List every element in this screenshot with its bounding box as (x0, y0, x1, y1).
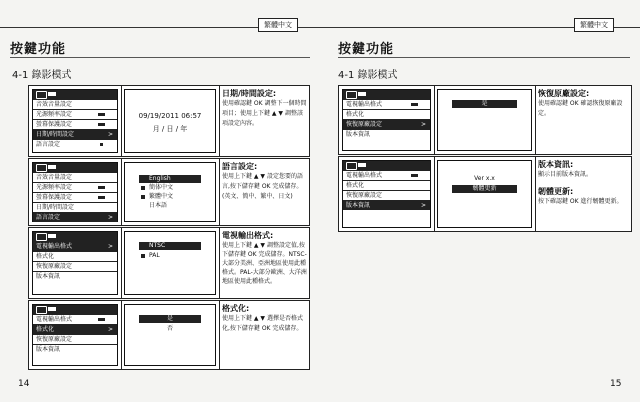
section-subtitle: 4-1 錄影模式 (12, 70, 72, 81)
screen-cell (121, 301, 220, 369)
date-format: 月 / 日 / 年 (152, 125, 188, 133)
menu-item-tv-output: 電視輸出格式 > (33, 241, 117, 251)
screen-cell (121, 159, 220, 225)
description (222, 88, 307, 129)
chevron-right-icon: > (107, 243, 113, 250)
page-number: 15 (610, 379, 622, 389)
option-pal: PAL (139, 252, 201, 260)
menu-item-language: 語言設定 > (33, 212, 117, 222)
camera-icon (36, 233, 47, 241)
value-icon (411, 103, 418, 106)
row-datetime (28, 85, 310, 157)
menu-cell (29, 301, 122, 369)
menu-item-frequency: 光源頻率設定 (33, 109, 117, 119)
menu-header (33, 305, 117, 314)
chevron-right-icon: > (107, 131, 113, 138)
flag-icon (141, 254, 145, 258)
camera-icon (346, 162, 357, 170)
menu-item-version: 版本資訊 (33, 271, 117, 281)
menu-header (33, 232, 117, 241)
row-version (338, 156, 632, 232)
option-traditional: 繁體中文 (139, 193, 201, 201)
menu-header (343, 161, 430, 170)
desc-text: 使用確認鍵 OK 確認恢復原廠設定。 (538, 100, 623, 117)
row-format (28, 300, 310, 370)
mode-icon (48, 307, 56, 311)
menu-item-volume: 音效音量設定 (33, 99, 117, 109)
chevron-right-icon: > (107, 214, 113, 221)
menu-item-reset: 恢復原廠設定 > (343, 119, 430, 129)
desc-heading: 電視輸出格式: (222, 231, 274, 240)
page-title: 按鍵功能 (338, 42, 395, 57)
value-icon (411, 174, 418, 177)
menu-header (33, 90, 117, 99)
right-page (320, 0, 640, 402)
option-simplified: 簡体中文 (139, 184, 201, 192)
screen-cell (121, 228, 220, 298)
option-firmware-update: 韌體更新 (452, 185, 517, 193)
desc-cell (219, 301, 309, 369)
title-rule (10, 57, 310, 58)
menu-item-datetime: 日期/時間設定 > (33, 129, 117, 139)
settings-menu (342, 160, 431, 228)
description (222, 303, 307, 334)
menu-item-version: 版本資訊 > (343, 200, 430, 210)
desc-text-2: 按下確認鍵 OK 進行韌體更新。 (538, 198, 623, 205)
mode-icon (358, 163, 366, 167)
desc-heading: 版本資訊: (538, 160, 574, 169)
page-number: 14 (18, 379, 30, 389)
menu-header (343, 90, 430, 99)
menu-header (33, 163, 117, 172)
mode-icon (48, 92, 56, 96)
menu-item-screensaver: 螢幕保護設定 (33, 192, 117, 202)
menu-item-version: 版本資訊 (33, 344, 117, 354)
menu-item-format: 格式化 (33, 251, 117, 261)
menu-cell (29, 159, 122, 225)
flag-icon (141, 195, 145, 199)
menu-item-reset: 恢復原廠設定 (33, 334, 117, 344)
menu-item-language: 語言設定 (33, 139, 117, 149)
value-icon (98, 113, 105, 116)
version-value: Ver x.x (474, 175, 495, 182)
menu-item-reset: 恢復原廠設定 (343, 190, 430, 200)
language-tab: 繁體中文 (574, 18, 614, 32)
description (538, 159, 629, 207)
menu-item-tv-output: 電視輸出格式 (343, 170, 430, 180)
menu-item-format: 格式化 (343, 109, 430, 119)
description (222, 161, 307, 202)
menu-cell (29, 86, 122, 156)
version-screen (437, 160, 532, 228)
desc-cell (219, 86, 309, 156)
desc-heading-2: 韌體更新: (538, 187, 574, 196)
desc-cell (219, 228, 309, 298)
chevron-right-icon: > (420, 202, 426, 209)
desc-heading: 恢復原廠設定: (538, 89, 590, 98)
menu-item-screensaver: 螢幕保護設定 (33, 119, 117, 129)
datetime-screen (124, 89, 216, 153)
camera-icon (36, 306, 47, 314)
format-screen (124, 304, 216, 366)
option-english: English (139, 175, 201, 183)
desc-cell (219, 159, 309, 225)
screen-cell (434, 157, 536, 231)
value-icon (98, 196, 105, 199)
menu-item-format: 格式化 (343, 180, 430, 190)
mode-icon (48, 165, 56, 169)
chevron-right-icon: > (420, 121, 426, 128)
option-ntsc: NTSC (139, 242, 201, 250)
settings-menu (32, 231, 118, 295)
chevron-right-icon: > (107, 326, 113, 333)
description (222, 230, 307, 286)
language-tab: 繁體中文 (258, 18, 298, 32)
option-yes: 是 (139, 315, 201, 323)
desc-cell (535, 86, 631, 154)
settings-menu (342, 89, 431, 151)
option-japanese: 日本語 (149, 202, 168, 209)
row-tv-output (28, 227, 310, 299)
desc-cell (535, 157, 631, 231)
section-subtitle: 4-1 錄影模式 (338, 70, 398, 81)
date-value: 09/19/2011 06:57 (138, 112, 202, 120)
settings-menu (32, 304, 118, 366)
desc-heading: 日期/時間設定: (222, 89, 277, 98)
menu-item-reset: 恢復原廠設定 (33, 261, 117, 271)
mode-icon (48, 234, 56, 238)
value-icon (98, 123, 105, 126)
desc-heading: 語言設定: (222, 162, 258, 171)
settings-menu (32, 162, 118, 222)
flag-icon (141, 186, 145, 190)
screen-cell (434, 86, 536, 154)
menu-item-frequency: 光源頻率設定 (33, 182, 117, 192)
menu-cell (339, 86, 435, 154)
row-language (28, 158, 310, 226)
menu-item-format: 格式化 > (33, 324, 117, 334)
desc-text: 使用上下鍵 ▲ ▼ 設定您要的語言,按下儲存鍵 OK 完成儲存。(英文、簡中、繁中、日文) (222, 173, 303, 200)
language-screen (124, 162, 216, 222)
menu-item-datetime: 日期/時間設定 (33, 202, 117, 212)
menu-item-tv-output: 電視輸出格式 (33, 314, 117, 324)
value-icon (98, 186, 105, 189)
menu-cell (29, 228, 122, 298)
menu-cell (339, 157, 435, 231)
desc-heading: 格式化: (222, 304, 250, 313)
desc-text: 使用確認鍵 OK 調整下一個時間項目；使用上下鍵 ▲ ▼ 調整該項設定內容。 (222, 100, 307, 127)
title-rule (338, 57, 630, 58)
desc-text: 使用上下鍵 ▲ ▼ 調整設定值,按下儲存鍵 OK 完成儲存。NTSC-大部分美洲、亞洲地區使用此種格式。PAL-大部分歐洲、大洋洲地區使用此種格式。 (222, 242, 307, 285)
screen-cell (121, 86, 220, 156)
mode-icon (358, 92, 366, 96)
reset-screen (437, 89, 532, 151)
option-no: 否 (166, 325, 173, 332)
tv-output-screen (124, 231, 216, 295)
menu-item-volume: 音效音量設定 (33, 172, 117, 182)
value-icon (98, 318, 105, 321)
camera-icon (36, 91, 47, 99)
page-title: 按鍵功能 (10, 42, 67, 57)
option-yes: 是 (452, 100, 517, 108)
description (538, 88, 629, 119)
desc-text: 使用上下鍵 ▲ ▼ 選擇是否格式化,按下儲存鍵 OK 完成儲存。 (222, 315, 303, 332)
value-icon (100, 143, 103, 146)
camera-icon (346, 91, 357, 99)
desc-text: 顯示目前版本資訊。 (538, 171, 593, 178)
row-reset (338, 85, 632, 155)
settings-menu (32, 89, 118, 153)
camera-icon (36, 164, 47, 172)
menu-item-tv-output: 電視輸出格式 (343, 99, 430, 109)
menu-item-version: 版本資訊 (343, 129, 430, 139)
